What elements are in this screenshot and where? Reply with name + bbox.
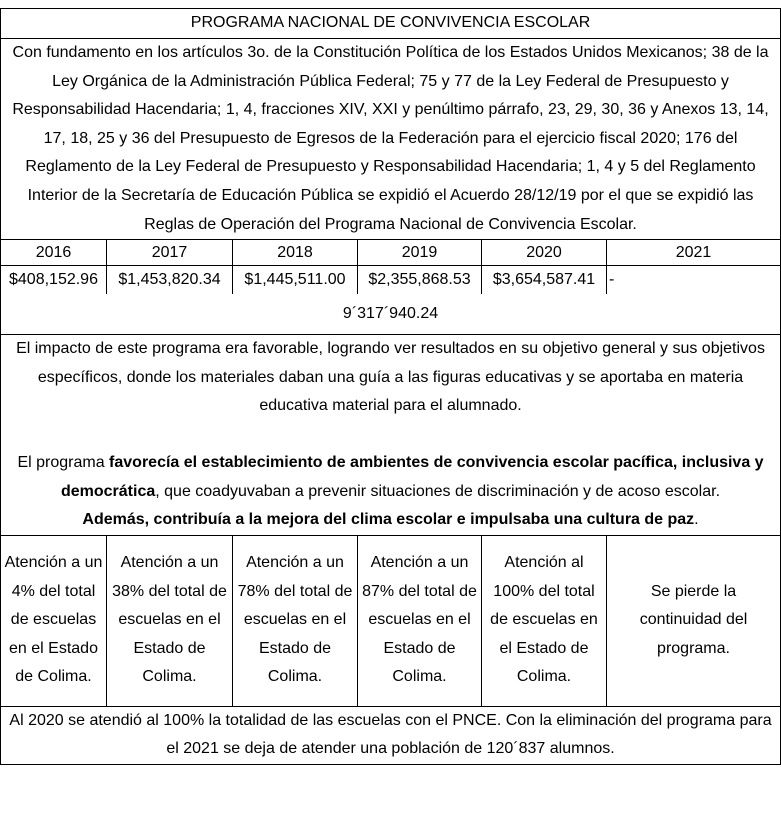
objective-highlight: favorecía el establecimiento de ambientes de convivencia escolar pacífica, inclusiva y democrática xyxy=(60,453,764,500)
year-cell: 2020 xyxy=(482,240,607,266)
amount-cell: $1,445,511.00 xyxy=(233,266,358,295)
year-cell: 2017 xyxy=(107,240,233,266)
year-cell: 2016 xyxy=(1,240,107,266)
contribution-paragraph xyxy=(5,506,776,535)
footer-note: Al 2020 se atendió al 100% la totalidad de las escuelas con el PNCE. Con la eliminación del programa para el 2021 se deja de atender una población de 120´837 alumnos. xyxy=(1,706,781,764)
year-cell: 2019 xyxy=(358,240,482,266)
coverage-row xyxy=(1,535,781,706)
objective-paragraph xyxy=(5,449,776,506)
title-row xyxy=(1,9,781,39)
objective-text: , que coadyuvaban a prevenir situaciones de discriminación y de acoso escolar. xyxy=(155,482,721,500)
total-row xyxy=(1,294,781,335)
total-amount: 9´317´940.24 xyxy=(1,294,781,335)
footer-row xyxy=(1,706,781,764)
coverage-cell: Se pierde la continuidad del programa. xyxy=(607,535,781,706)
coverage-cell: Atención a un 87% del total de escuelas en el Estado de Colima. xyxy=(358,535,482,706)
coverage-cell: Atención al 100% del total de escuelas en el Estado de Colima. xyxy=(482,535,607,706)
impact-paragraph: El impacto de este programa era favorable, logrando ver resultados en su objetivo general y sus objetivos específicos, donde los materiales daban una guía a las figuras educativas y se aportaba en materia educativa material para el alumnado. xyxy=(16,340,765,415)
paragraph-spacer xyxy=(5,421,776,449)
coverage-cell: Atención a un 78% del total de escuelas en el Estado de Colima. xyxy=(233,535,358,706)
contribution-highlight: Además, contribuía a la mejora del clima escolar e impulsaba una cultura de paz xyxy=(82,511,695,529)
amount-cell: $2,355,868.53 xyxy=(358,266,482,295)
program-table xyxy=(0,8,781,765)
amounts-row xyxy=(1,266,781,295)
page-title: PROGRAMA NACIONAL DE CONVIVENCIA ESCOLAR xyxy=(1,9,781,39)
legal-basis-text: Con fundamento en los artículos 3o. de la Constitución Política de los Estados Unidos Mexicanos; 38 de la Ley Orgánica de la Administración Pública Federal; 75 y 77 de la Ley Federal de Presupuesto y Responsabilidad Hacendaria; 1, 4, fracciones XIV, XXI y penúltimo párrafo, 23, 29, 30, 36 y Anexos 13, 14, 17, 18, 25 y 36 del Presupuesto de Egresos de la Federación para el ejercicio fiscal 2020; 176 del Reglamento de la Ley Federal de Presupuesto y Responsabilidad Hacendaria; 1, 4 y 5 del Reglamento Interior de la Secretaría de Educación Pública se expidió el Acuerdo 28/12/19 por el que se expidió las Reglas de Operación del Programa Nacional de Convivencia Escolar. xyxy=(1,39,781,240)
years-row xyxy=(1,240,781,266)
contribution-text: . xyxy=(694,511,699,529)
amount-cell: $3,654,587.41 xyxy=(482,266,607,295)
impact-description xyxy=(1,335,781,536)
impact-row xyxy=(1,335,781,536)
amount-cell: $408,152.96 xyxy=(1,266,107,295)
objective-text: El programa xyxy=(17,453,110,471)
legal-basis-row xyxy=(1,39,781,240)
coverage-cell: Atención a un 4% del total de escuelas en el Estado de Colima. xyxy=(1,535,107,706)
year-cell: 2021 xyxy=(607,240,781,266)
year-cell: 2018 xyxy=(233,240,358,266)
coverage-cell: Atención a un 38% del total de escuelas en el Estado de Colima. xyxy=(107,535,233,706)
amount-cell: - xyxy=(607,266,781,295)
amount-cell: $1,453,820.34 xyxy=(107,266,233,295)
